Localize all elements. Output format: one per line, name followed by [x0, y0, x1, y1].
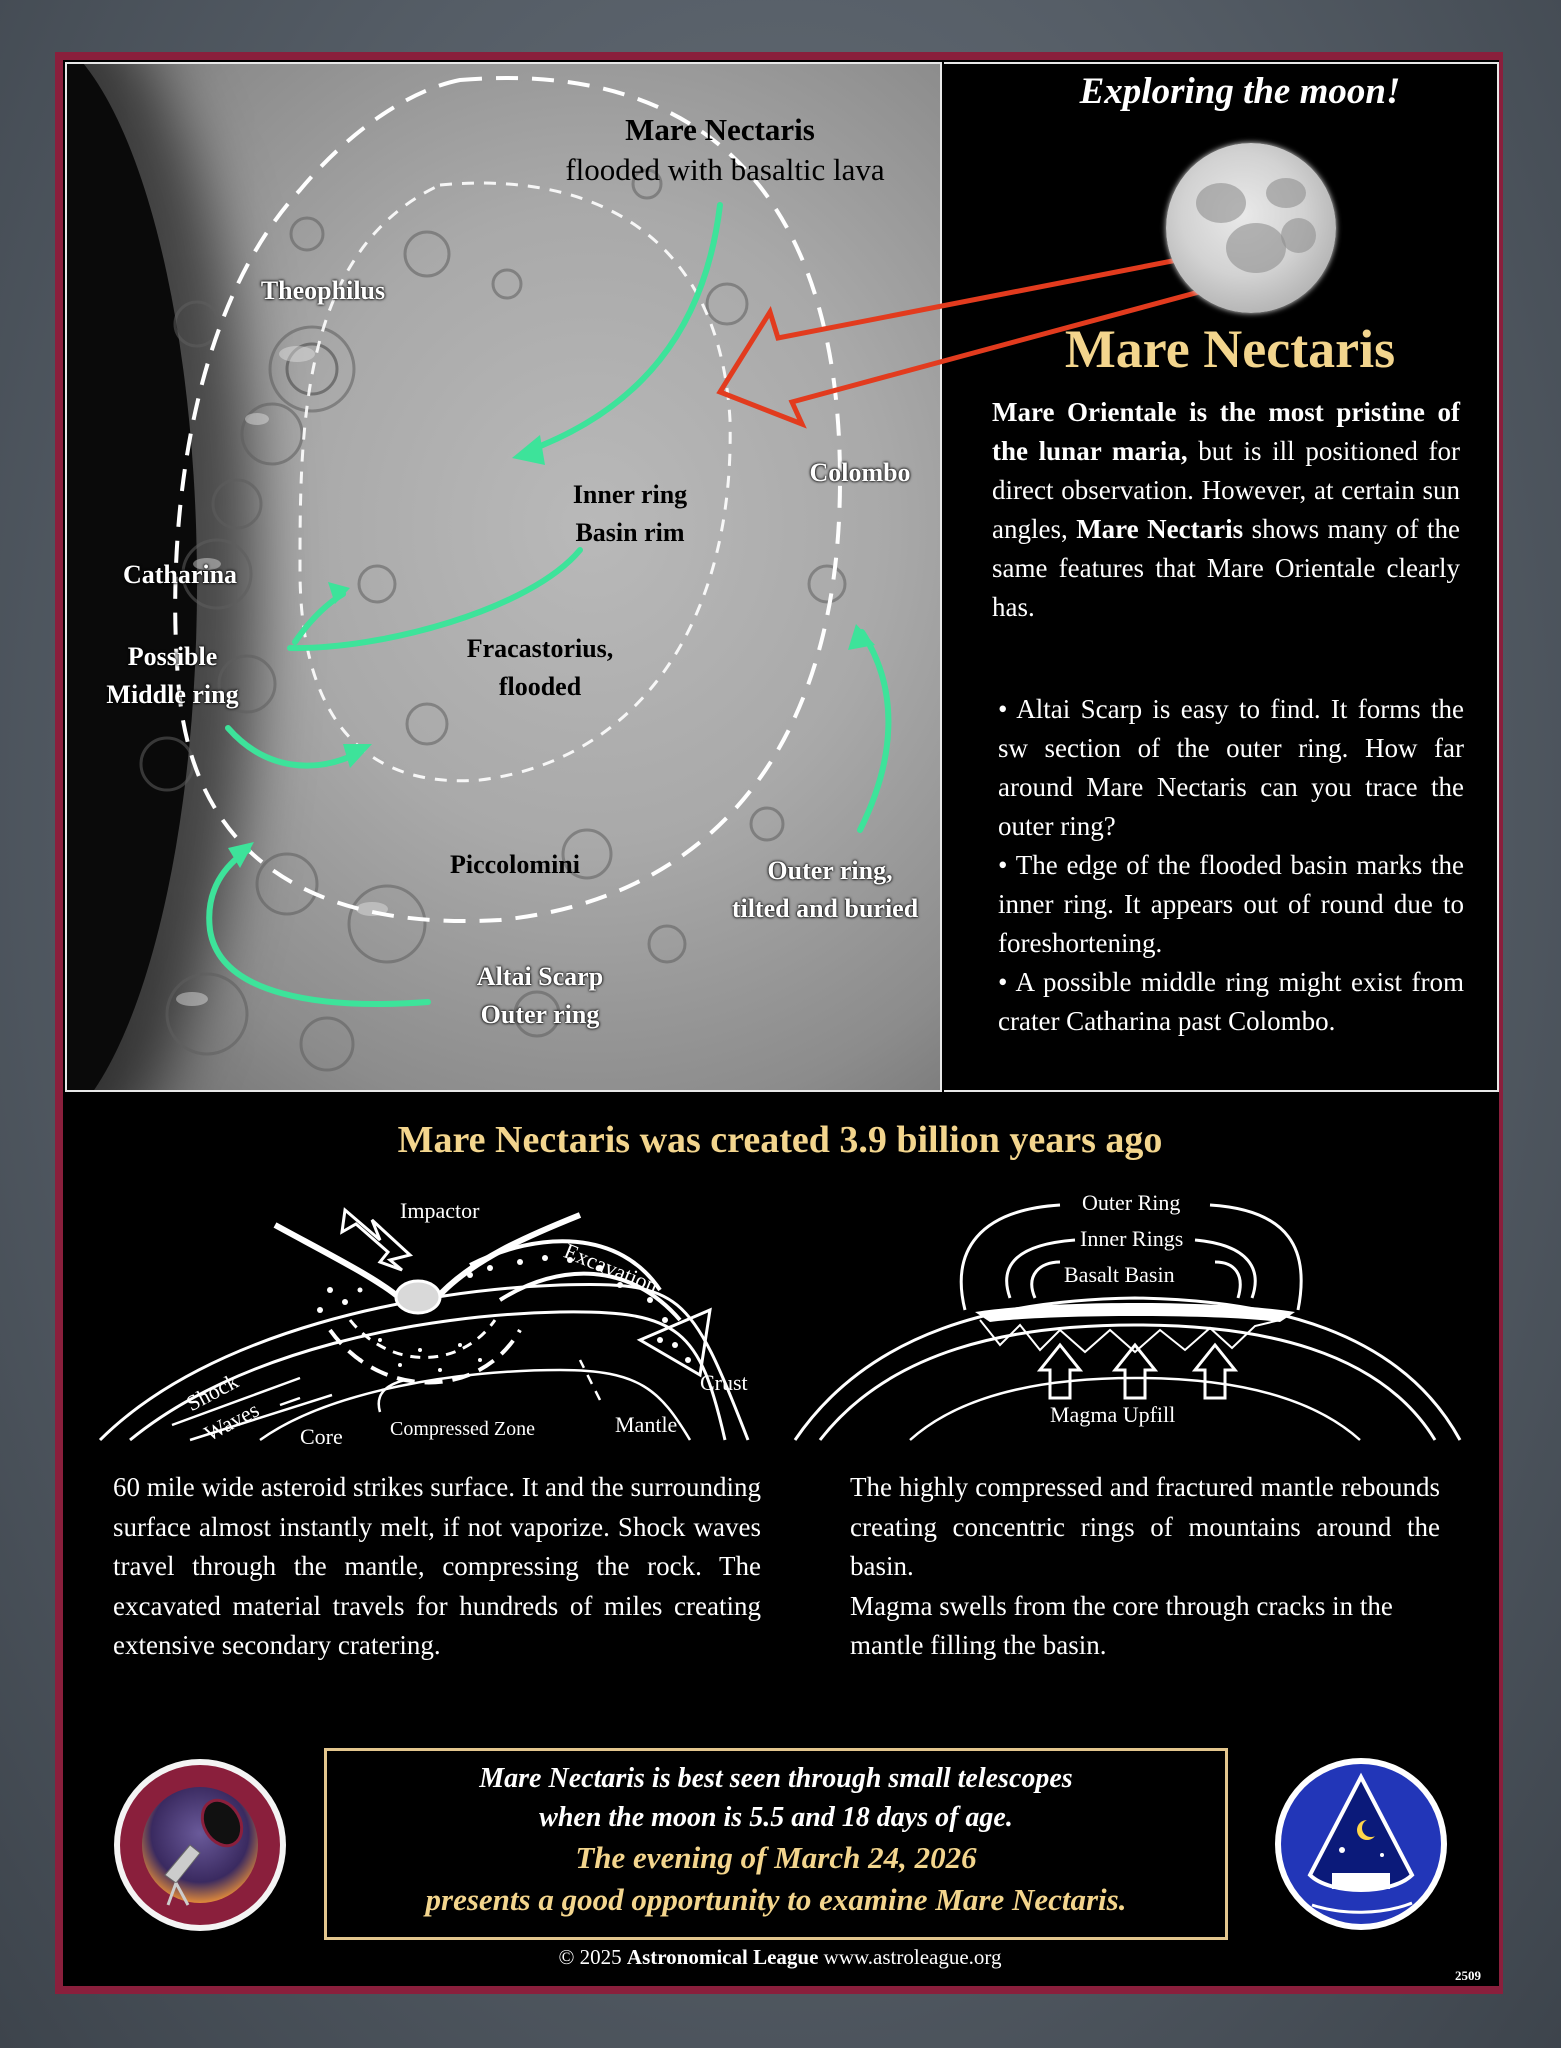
label-flooded: flooded: [498, 672, 582, 701]
label-inner-rings: Inner Rings: [1080, 1226, 1184, 1251]
basalt-basin-fill: [975, 1303, 1295, 1322]
label-compressed-zone: Compressed Zone: [390, 1418, 535, 1440]
document-code: 2509: [1455, 1968, 1481, 1983]
callout-line-1: Mare Nectaris is best seen through small telescopes: [479, 1763, 1073, 1794]
outer-ring-outline: [175, 78, 840, 921]
night-sky-tools-logo: [110, 1755, 290, 1935]
label-tilted-buried: tilted and buried: [731, 894, 919, 923]
rebound-text-2: Magma swells from the core through cracks in the mantle filling the basin.: [850, 1590, 1393, 1660]
label-outer-ring: Outer ring,: [767, 856, 893, 885]
callout-line-2: when the moon is 5.5 and 18 days of age.: [539, 1802, 1013, 1833]
label-crust: Crust: [700, 1370, 748, 1395]
callout-line-3: The evening of March 24, 2026: [575, 1840, 977, 1875]
viewing-callout: [324, 1748, 1228, 1940]
label-basin-rim: Basin rim: [575, 518, 685, 547]
section-headline: Mare Nectaris was created 3.9 billion years ago: [397, 1119, 1163, 1161]
label-flooded-basaltic: flooded with basaltic lava: [565, 152, 885, 187]
label-colombo: Colombo: [809, 458, 911, 487]
intro-paragraph: [992, 393, 1460, 627]
footer-org: Astronomical League: [626, 1945, 819, 1969]
footer-copyright: © 2025: [558, 1945, 627, 1969]
label-shock: Shock: [182, 1368, 243, 1417]
footer: [400, 1945, 1160, 1970]
label-mantle: Mantle: [615, 1412, 678, 1437]
bullet-item: • The edge of the flooded basin marks the inner ring. It appears out of round due to foreshortening.: [998, 850, 1464, 958]
label-waves: Waves: [200, 1396, 264, 1447]
intro-bold-2: Mare Nectaris: [1076, 514, 1244, 544]
callout-line-4: presents a good opportunity to examine Mare Nectaris.: [425, 1882, 1127, 1917]
intro-text-2: shows many of the same features that Mare Orientale clearly has.: [992, 514, 1460, 622]
rebound-paragraph: [850, 1468, 1440, 1666]
label-catharina: Catharina: [122, 560, 238, 589]
footer-url[interactable]: www.astroleague.org: [818, 1945, 1002, 1969]
bullet-list: [998, 690, 1464, 1041]
label-middle-ring: Middle ring: [106, 680, 239, 709]
small-moon-image: [1166, 143, 1336, 313]
intro-text-1: but is ill positioned for direct observation. However, at certain sun angles,: [992, 436, 1460, 544]
label-core: Core: [300, 1424, 343, 1449]
label-possible: Possible: [127, 642, 218, 671]
label-basalt-basin: Basalt Basin: [1064, 1262, 1175, 1287]
bullet-item: • A possible middle ring might exist from crater Catharina past Colombo.: [998, 967, 1464, 1036]
exploring-heading: Exploring the moon!: [1079, 71, 1401, 112]
label-magma-upfill: Magma Upfill: [1050, 1402, 1176, 1427]
label-altai-outer-ring: Outer ring: [480, 1000, 600, 1029]
label-impactor: Impactor: [400, 1198, 480, 1223]
label-excavation: Excavation: [560, 1238, 662, 1299]
intro-bold-1: Mare Orientale is the most pristine of the lunar maria,: [992, 397, 1460, 466]
sidebar-title: Mare Nectaris: [1064, 319, 1396, 379]
label-fracastorius: Fracastorius,: [466, 634, 614, 663]
astronomical-league-logo: [1272, 1755, 1450, 1933]
label-outer-ring-diagram: Outer Ring: [1082, 1190, 1181, 1215]
label-inner-ring: Inner ring: [572, 480, 688, 509]
label-theophilus: Theophilus: [260, 276, 386, 305]
impactor-rock: [396, 1281, 440, 1313]
rebound-text-1: The highly compressed and fractured mantle rebounds creating concentric rings of mountains around the basin.: [850, 1472, 1440, 1581]
label-mare-nectaris: Mare Nectaris: [625, 112, 815, 147]
bullet-item: • Altai Scarp is easy to find. It forms the sw section of the outer ring. How far around Mare Nectaris can you trace the outer ring?: [998, 694, 1464, 841]
impact-paragraph: 60 mile wide asteroid strikes surface. It and the surrounding surface almost instantly melt, if not vaporize. Shock waves travel through the mantle, compressing the rock. The excavated material travels for hundreds of miles creating extensive secondary cratering.: [113, 1472, 761, 1660]
label-altai-scarp: Altai Scarp: [476, 962, 604, 991]
label-piccolomini: Piccolomini: [450, 850, 580, 879]
